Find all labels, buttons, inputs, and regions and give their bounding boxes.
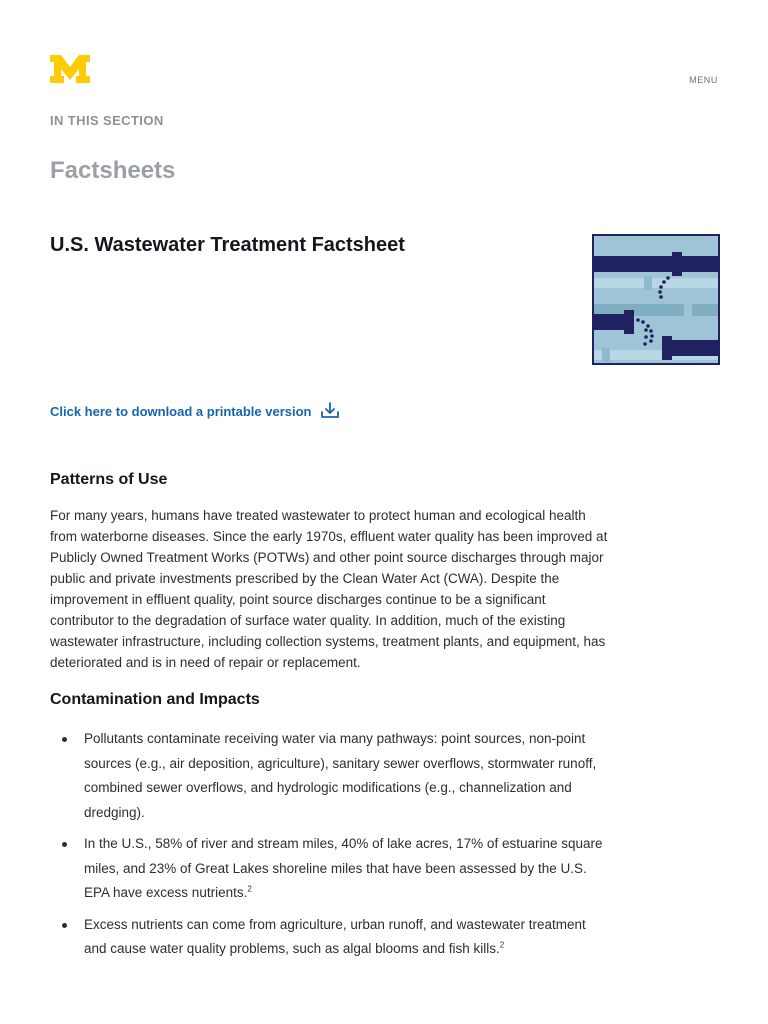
patterns-of-use-heading: Patterns of Use	[50, 471, 168, 488]
download-printable-link[interactable]	[50, 401, 340, 421]
list-item: Pollutants contaminate receiving water via many pathways: point sources, non-point sources (e.g., air deposition, agriculture), sanitary sewer overflows, stormwater runoff, combined sewer overflows, and hydrologic modifications (e.g., channelization and dredging).	[50, 727, 610, 825]
section-title-link[interactable]: Factsheets	[50, 157, 176, 184]
contamination-heading: Contamination and Impacts	[50, 691, 260, 708]
block-m-logo-icon[interactable]	[50, 55, 90, 83]
menu-button[interactable]: MENU	[689, 75, 718, 85]
footnote-ref[interactable]: 2	[247, 884, 252, 894]
list-item: Excess nutrients can come from agriculture, urban runoff, and wastewater treatment and cause water quality problems, such as algal blooms and fish kills.$^2$	[50, 913, 610, 962]
patterns-of-use-paragraph: For many years, humans have treated wastewater to protect human and ecological health from waterborne diseases. Since the early 1970s, effluent water quality has been improved at Publicly Owned Treatment Works (POTWs) and other point source discharges through major public and private investments prescribed by the Clean Water Act (CWA). Despite the improvement in effluent quality, point source discharges continue to be a significant contributor to the degradation of surface water quality. In addition, much of the existing wastewater infrastructure, including collection systems, treatment plants, and equipment, has deteriorated and is in need of repair or replacement.	[50, 508, 608, 670]
list-item: In the U.S., 58% of river and stream miles, 40% of lake acres, 17% of estuarine square miles, and 23% of Great Lakes shoreline miles that have been assessed by the U.S. EPA have excess nutrients.$^2$	[50, 832, 610, 906]
page-title: U.S. Wastewater Treatment Factsheet	[50, 234, 405, 256]
contamination-list	[50, 727, 610, 969]
download-link-label: Click here to download a printable version	[50, 403, 312, 419]
section-label: IN THIS SECTION	[50, 113, 164, 128]
download-icon	[320, 401, 340, 421]
footnote-ref[interactable]: 2	[499, 940, 505, 950]
pipes-dripping-illustration-icon	[592, 234, 720, 365]
